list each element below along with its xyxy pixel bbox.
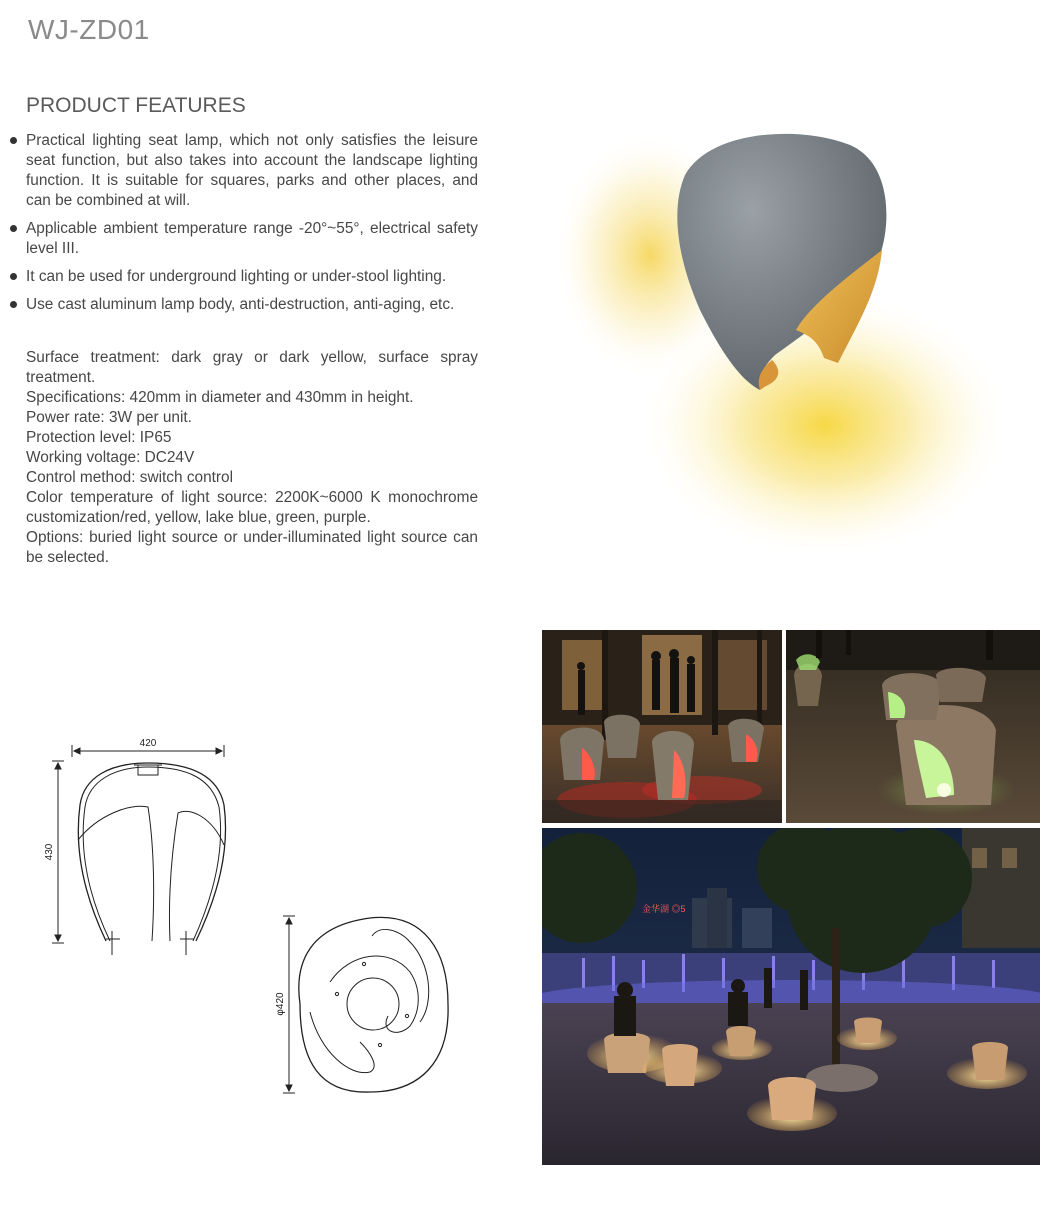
feature-item: [10, 131, 478, 211]
spec-dimensions: Specifications: 420mm in diameter and 430mm in height.: [26, 389, 414, 406]
spec-protection: Protection level: IP65: [26, 429, 172, 446]
spec-power: Power rate: 3W per unit.: [26, 409, 192, 426]
feature-item: [10, 219, 478, 259]
feature-text: Applicable ambient temperature range -20°~55°, electrical safety level III.: [26, 220, 478, 257]
specifications: [26, 348, 478, 568]
scene-photo-green-seats: [786, 630, 1040, 823]
feature-item: [10, 295, 478, 315]
feature-text: Practical lighting seat lamp, which not only satisfies the leisure seat function, but also takes into account the landscape lighting function. It is suitable for squares, parks and other places, and can be combined at will.: [26, 132, 478, 209]
feature-text: It can be used for underground lighting or under-stool lighting.: [26, 268, 447, 285]
spec-voltage: Working voltage: DC24V: [26, 449, 195, 466]
feature-text: Use cast aluminum lamp body, anti-destruction, anti-aging, etc.: [26, 296, 455, 313]
side-view-drawing: [40, 735, 240, 960]
product-render-image: [560, 80, 1030, 560]
scene-photo-red-seats: [542, 630, 782, 823]
features-heading: PRODUCT FEATURES: [26, 94, 246, 117]
bullet-icon: [10, 137, 17, 144]
bullet-icon: [10, 225, 17, 232]
bullet-icon: [10, 273, 17, 280]
feature-item: [10, 267, 478, 287]
spec-control: Control method: switch control: [26, 469, 234, 486]
height-dimension-label: 430: [44, 843, 55, 861]
top-view-drawing: [270, 912, 460, 1102]
bullet-icon: [10, 301, 17, 308]
feature-list: [10, 131, 478, 323]
scene-photo-fountain-plaza: [542, 828, 1040, 1165]
width-dimension-label: 420: [139, 738, 157, 749]
spec-surface: Surface treatment: dark gray or dark yellow, surface spray treatment.: [26, 349, 478, 386]
diameter-dimension-label: φ420: [275, 992, 286, 1016]
spec-options: Options: buried light source or under-illuminated light source can be selected.: [26, 529, 478, 566]
spec-color-temperature: Color temperature of light source: 2200K~6000 K monochrome customization/red, yellow, lake blue, green, purple.: [26, 489, 478, 526]
building-sign: 金华湖 ◎5: [642, 904, 686, 914]
model-number: WJ-ZD01: [28, 14, 150, 45]
